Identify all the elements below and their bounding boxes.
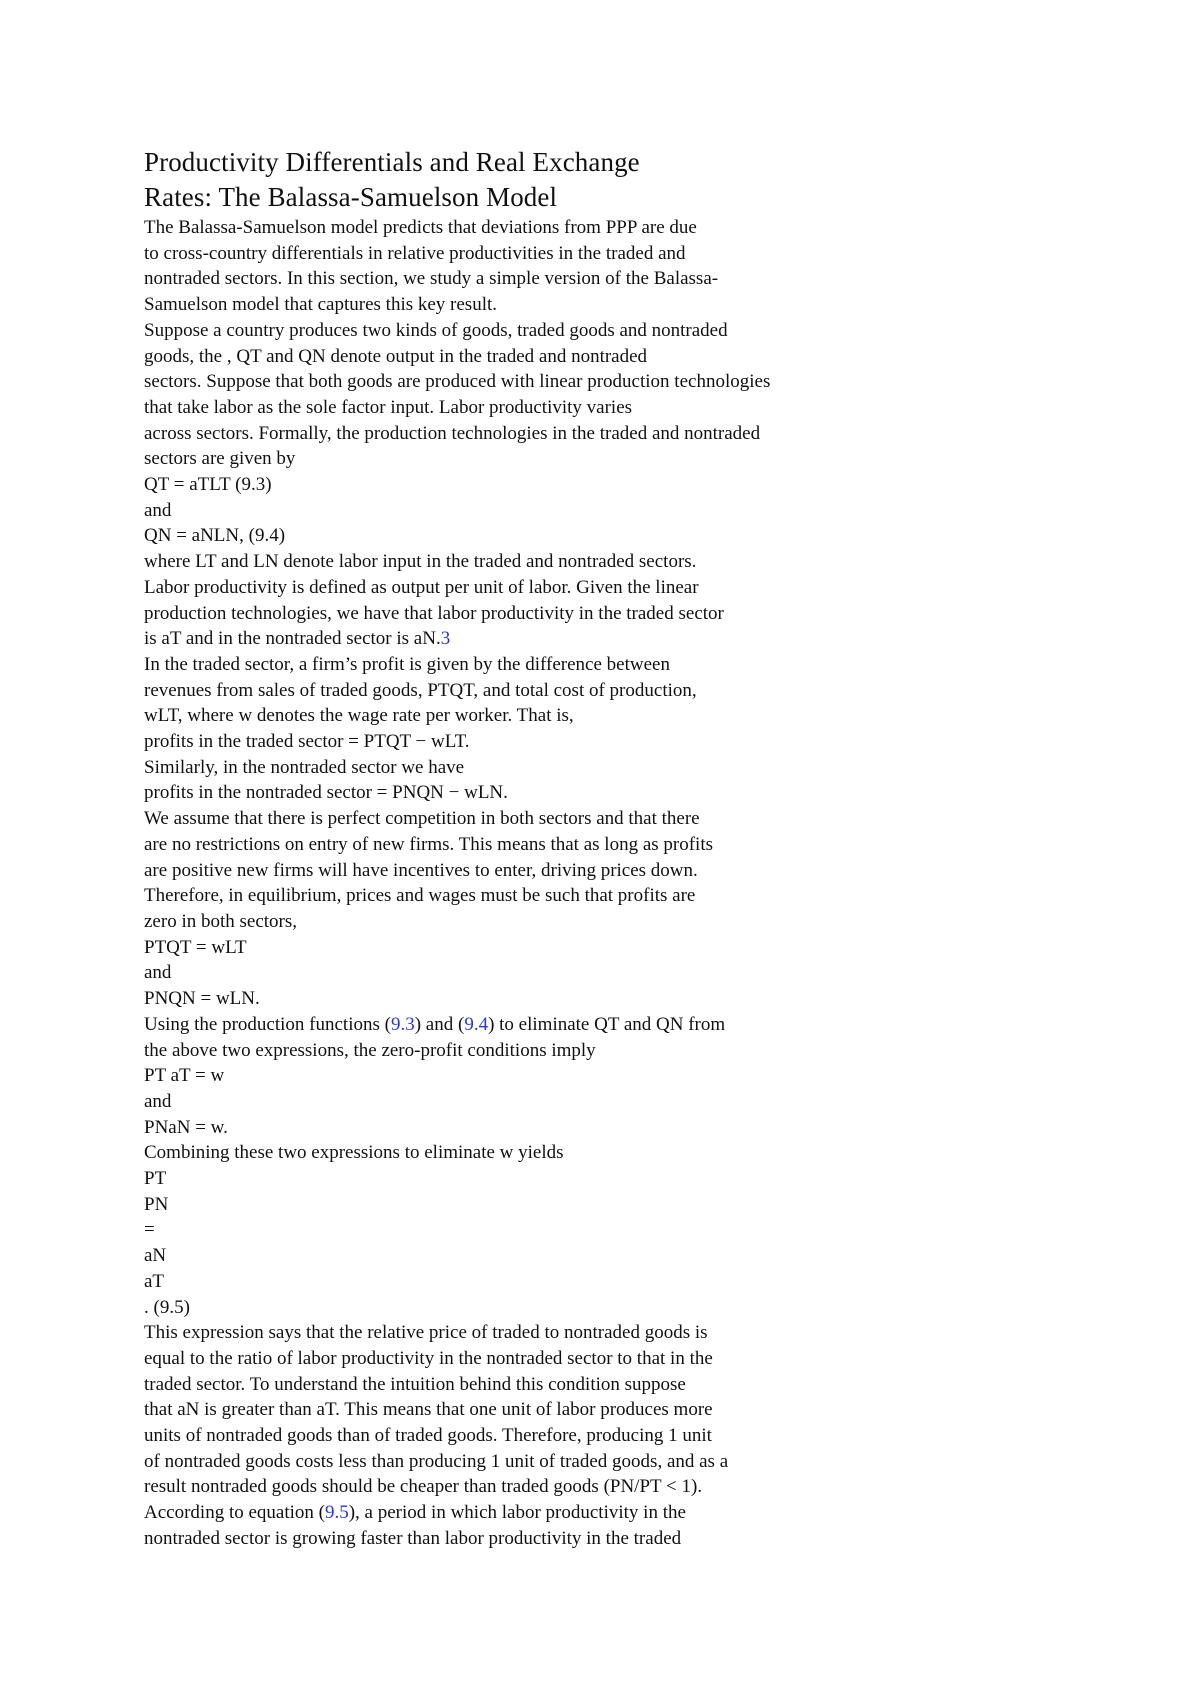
text-segment: QN = aNLN, (9.4) — [144, 525, 286, 547]
text-segment: nontraded sectors. In this section, we study a simple version of the Balassa- — [144, 268, 719, 290]
text-line — [144, 1115, 1044, 1141]
text-segment: zero in both sectors, — [144, 910, 298, 932]
text-segment: Using the production functions ( — [144, 1013, 391, 1035]
text-line — [144, 806, 1044, 832]
text-line — [144, 1500, 1044, 1526]
text-line — [144, 986, 1044, 1012]
text-line — [144, 549, 1044, 575]
text-line — [144, 909, 1044, 935]
text-line — [144, 601, 1044, 627]
text-segment: nontraded sector is growing faster than labor productivity in the traded — [144, 1527, 682, 1549]
text-line — [144, 369, 1044, 395]
text-segment: This expression says that the relative price of traded to nontraded goods is — [144, 1322, 708, 1344]
text-segment: sectors are given by — [144, 448, 296, 470]
body-text — [144, 215, 1044, 1552]
text-line — [144, 883, 1044, 909]
text-line — [144, 446, 1044, 472]
text-segment: aT — [144, 1270, 165, 1292]
text-line — [144, 215, 1044, 241]
text-segment: is aT and in the nontraded sector is aN. — [144, 628, 441, 650]
text-segment: According to equation ( — [144, 1502, 325, 1524]
text-segment: PN — [144, 1193, 169, 1215]
text-segment: Suppose a country produces two kinds of goods, traded goods and nontraded — [144, 319, 728, 341]
reference-link[interactable]: 9.3 — [390, 1013, 415, 1035]
text-line — [144, 703, 1044, 729]
text-segment: QT = aTLT (9.3) — [144, 474, 272, 496]
text-segment: PTQT = wLT — [144, 936, 247, 958]
text-line — [144, 575, 1044, 601]
text-line — [144, 960, 1044, 986]
text-segment: PT — [144, 1168, 167, 1190]
text-line — [144, 780, 1044, 806]
text-segment: and — [144, 962, 172, 984]
text-segment: across sectors. Formally, the production technologies in the traded and nontraded — [144, 422, 761, 444]
text-line — [144, 395, 1044, 421]
text-segment: profits in the traded sector = PTQT − wLT. — [144, 731, 470, 753]
text-line — [144, 1166, 1044, 1192]
text-segment: are no restrictions on entry of new firms. This means that as long as profits — [144, 833, 713, 855]
text-line — [144, 498, 1044, 524]
text-segment: that take labor as the sole factor input. Labor productivity varies — [144, 396, 633, 418]
text-segment: PNaN = w. — [144, 1116, 228, 1138]
text-line — [144, 266, 1044, 292]
text-segment: goods, the , QT and QN denote output in the traded and nontraded — [144, 345, 648, 367]
text-line — [144, 241, 1044, 267]
text-line — [144, 652, 1044, 678]
title-line: Rates: The Balassa-Samuelson Model — [144, 182, 558, 212]
text-line — [144, 318, 1044, 344]
text-segment: We assume that there is perfect competition in both sectors and that there — [144, 808, 700, 830]
text-line — [144, 1474, 1044, 1500]
text-line — [144, 1038, 1044, 1064]
text-segment: = — [144, 1219, 155, 1241]
text-line — [144, 344, 1044, 370]
text-segment: Similarly, in the nontraded sector we have — [144, 756, 465, 778]
text-line — [144, 1423, 1044, 1449]
text-segment: production technologies, we have that labor productivity in the traded sector — [144, 602, 724, 624]
text-segment: In the traded sector, a firm’s profit is given by the difference between — [144, 653, 670, 675]
text-line — [144, 1217, 1044, 1243]
text-segment: ) and ( — [414, 1013, 465, 1035]
text-line — [144, 292, 1044, 318]
reference-link[interactable]: 3 — [440, 628, 451, 650]
reference-link[interactable]: 9.4 — [464, 1013, 489, 1035]
text-segment: that aN is greater than aT. This means that one unit of labor produces more — [144, 1399, 713, 1421]
text-segment: and — [144, 1090, 172, 1112]
text-segment: ), a period in which labor productivity in the — [348, 1502, 686, 1524]
text-line — [144, 1192, 1044, 1218]
text-line — [144, 1449, 1044, 1475]
text-segment: Combining these two expressions to eliminate w yields — [144, 1142, 564, 1164]
text-line — [144, 1397, 1044, 1423]
text-line — [144, 858, 1044, 884]
text-segment: sectors. Suppose that both goods are produced with linear production technologies — [144, 371, 771, 393]
text-segment: equal to the ratio of labor productivity in the nontraded sector to that in the — [144, 1347, 713, 1369]
text-segment: units of nontraded goods than of traded goods. Therefore, producing 1 unit — [144, 1425, 712, 1447]
text-segment: where LT and LN denote labor input in the traded and nontraded sectors. — [144, 551, 697, 573]
title-line: Productivity Differentials and Real Exchange — [144, 147, 640, 177]
text-line — [144, 1140, 1044, 1166]
text-line — [144, 1372, 1044, 1398]
text-line — [144, 1320, 1044, 1346]
text-line — [144, 1346, 1044, 1372]
text-segment: traded sector. To understand the intuition behind this condition suppose — [144, 1373, 686, 1395]
text-segment: The Balassa-Samuelson model predicts that deviations from PPP are due — [144, 217, 697, 238]
text-segment: Labor productivity is defined as output per unit of labor. Given the linear — [144, 576, 699, 598]
text-segment: of nontraded goods costs less than producing 1 unit of traded goods, and as a — [144, 1450, 729, 1472]
text-line — [144, 421, 1044, 447]
document-body — [144, 145, 1044, 1552]
text-segment: to cross-country differentials in relative productivities in the traded and — [144, 242, 686, 264]
text-line — [144, 1089, 1044, 1115]
text-segment: Samuelson model that captures this key result. — [144, 294, 498, 316]
text-line — [144, 1526, 1044, 1552]
text-line — [144, 1063, 1044, 1089]
text-line — [144, 678, 1044, 704]
text-line — [144, 1012, 1044, 1038]
text-segment: wLT, where w denotes the wage rate per worker. That is, — [144, 705, 574, 727]
text-segment: result nontraded goods should be cheaper than traded goods (PN/PT < 1). — [144, 1476, 703, 1498]
text-segment: PT aT = w — [144, 1065, 225, 1087]
text-segment: the above two expressions, the zero-profit conditions imply — [144, 1039, 596, 1061]
text-line — [144, 729, 1044, 755]
text-segment: and — [144, 499, 172, 521]
text-segment: . (9.5) — [144, 1296, 190, 1318]
text-segment: ) to eliminate QT and QN from — [488, 1013, 726, 1035]
text-line — [144, 832, 1044, 858]
text-line — [144, 1269, 1044, 1295]
text-line — [144, 472, 1044, 498]
reference-link[interactable]: 9.5 — [324, 1502, 349, 1524]
text-segment: PNQN = wLN. — [144, 988, 260, 1010]
text-line — [144, 626, 1044, 652]
text-line — [144, 1243, 1044, 1269]
text-segment: aN — [144, 1245, 167, 1267]
text-segment: revenues from sales of traded goods, PTQT, and total cost of production, — [144, 679, 697, 701]
document-title — [144, 145, 1044, 215]
text-line — [144, 523, 1044, 549]
text-line — [144, 935, 1044, 961]
text-segment: Therefore, in equilibrium, prices and wages must be such that profits are — [144, 885, 696, 907]
text-segment: profits in the nontraded sector = PNQN − wLN. — [144, 782, 508, 804]
text-line — [144, 755, 1044, 781]
text-segment: are positive new firms will have incentives to enter, driving prices down. — [144, 859, 698, 881]
text-line — [144, 1295, 1044, 1321]
